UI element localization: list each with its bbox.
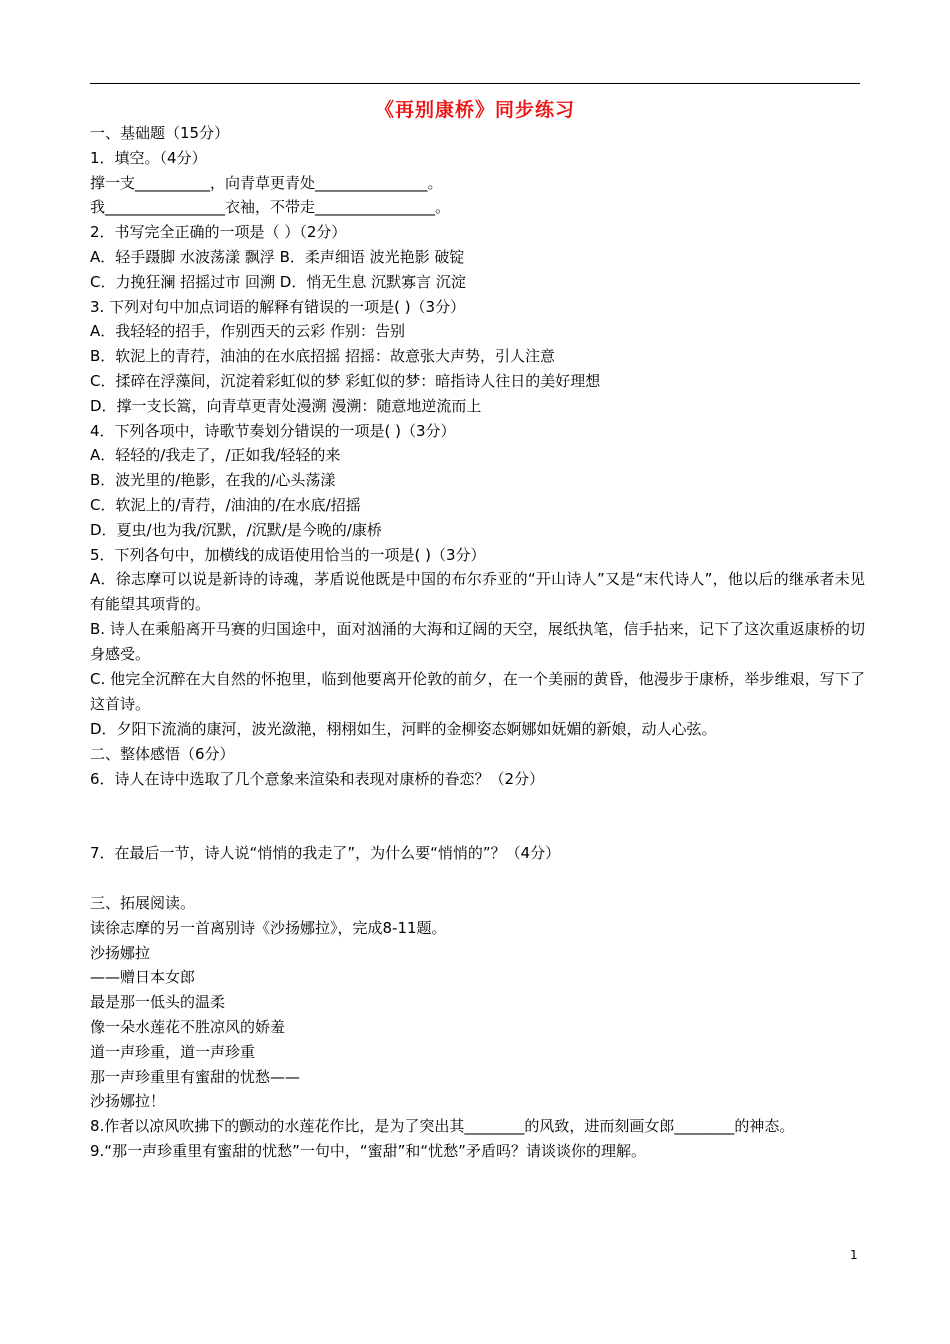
question-4: 4．下列各项中，诗歌节奏划分错误的一项是( )（3分）: [90, 421, 456, 440]
page-number: 1: [850, 1248, 858, 1262]
question-4-option-a: A．轻轻的/我走了，/正如我/轻轻的来: [90, 446, 341, 465]
question-6: 6．诗人在诗中选取了几个意象来渲染和表现对康桥的眷恋？（2分）: [90, 769, 545, 788]
poem-line: 那一声珍重里有蜜甜的忧愁——: [90, 1067, 301, 1086]
question-2-option-ab: A．轻手蹑脚 水波荡漾 飘浮 B．柔声细语 波光艳影 破锭: [90, 247, 465, 266]
question-5: 5．下列各句中，加横线的成语使用恰当的一项是( )（3分）: [90, 545, 486, 564]
question-5-option-d: D．夕阳下流淌的康河，波光潋滟，栩栩如生，河畔的金柳姿态婀娜如妩媚的新娘，动人心弦。: [90, 720, 717, 739]
answer-space: [90, 817, 865, 842]
question-2-option-cd: C．力挽狂澜 招摇过市 回溯 D．悄无生息 沉默寡言 沉淀: [90, 272, 466, 291]
question-8: 8.作者以凉风吹拂下的颤动的水莲花作比，是为了突出其________的风致，进而刻画女郎________的神态。: [90, 1117, 795, 1136]
poem-line: 像一朵水莲花不胜凉风的娇羞: [90, 1017, 286, 1036]
header-rule: [90, 83, 860, 84]
question-3-option-a: A．我轻轻的招手，作别西天的云彩 作别：告别: [90, 322, 406, 341]
question-1: 1．填空。（4分）: [90, 148, 207, 167]
question-5-option-b: B. 诗人在乘船离开马赛的归国途中，面对汹涌的大海和辽阔的天空，展纸执笔，信手拈来，记下了这次重返康桥的切身感受。: [90, 620, 865, 664]
poem-line: 沙扬娜拉！: [90, 1092, 166, 1111]
question-5-option-a: A．徐志摩可以说是新诗的诗魂，茅盾说他既是中国的布尔乔亚的“开山诗人”又是“末代诗人”，他以后的继承者未见有能望其项背的。: [90, 570, 865, 614]
question-3-option-c: C．揉碎在浮藻间，沉淀着彩虹似的梦 彩虹似的梦：暗指诗人往日的美好理想: [90, 371, 601, 390]
poem-line: 最是那一低头的温柔: [90, 993, 226, 1012]
question-3-option-d: D．撑一支长篙，向青草更青处漫溯 漫溯：随意地逆流而上: [90, 396, 482, 415]
answer-space: [90, 866, 865, 891]
page-title: 《再别康桥》同步练习: [374, 99, 575, 121]
fill-blank-line-1: 撑一支__________，向青草更青处_______________。: [90, 173, 443, 192]
poem-title: 沙扬娜拉: [90, 943, 151, 962]
question-7: 7．在最后一节，诗人说“悄悄的我走了”，为什么要“悄悄的”？（4分）: [90, 844, 561, 863]
poem-line: 道一声珍重，道一声珍重: [90, 1042, 256, 1061]
section-1-heading: 一、基础题（15分）: [90, 124, 230, 142]
fill-blank-line-2: 我________________衣袖，不带走________________。: [90, 198, 451, 217]
question-4-option-c: C．软泥上的/青荇，/油油的/在水底/招摇: [90, 495, 361, 514]
section-2-heading: 二、整体感悟（6分）: [90, 745, 235, 764]
poem-subtitle: ——赠日本女郎: [90, 968, 196, 987]
question-2: 2．书写完全正确的一项是（ ）（2分）: [90, 223, 347, 242]
question-4-option-d: D．夏虫/也为我/沉默，/沉默/是今晚的/康桥: [90, 520, 382, 539]
question-4-option-b: B．波光里的/艳影，在我的/心头荡漾: [90, 471, 336, 490]
question-3-option-b: B．软泥上的青荇，油油的在水底招摇 招摇：故意张大声势，引人注意: [90, 347, 556, 366]
question-5-option-c: C. 他完全沉醉在大自然的怀抱里，临到他要离开伦敦的前夕，在一个美丽的黄昏，他漫步于康桥，举步维艰，写下了这首诗。: [90, 670, 865, 714]
reading-intro: 读徐志摩的另一首离别诗《沙扬娜拉》，完成8-11题。: [90, 918, 447, 937]
section-3-heading: 三、拓展阅读。: [90, 893, 196, 912]
question-3: 3. 下列对句中加点词语的解释有错误的一项是( )（3分）: [90, 297, 466, 316]
answer-space: [90, 792, 865, 817]
worksheet-body: [90, 121, 865, 1164]
question-9: 9.“那一声珍重里有蜜甜的忧愁”一句中，“蜜甜”和“忧愁”矛盾吗？请谈谈你的理解。: [90, 1141, 646, 1160]
